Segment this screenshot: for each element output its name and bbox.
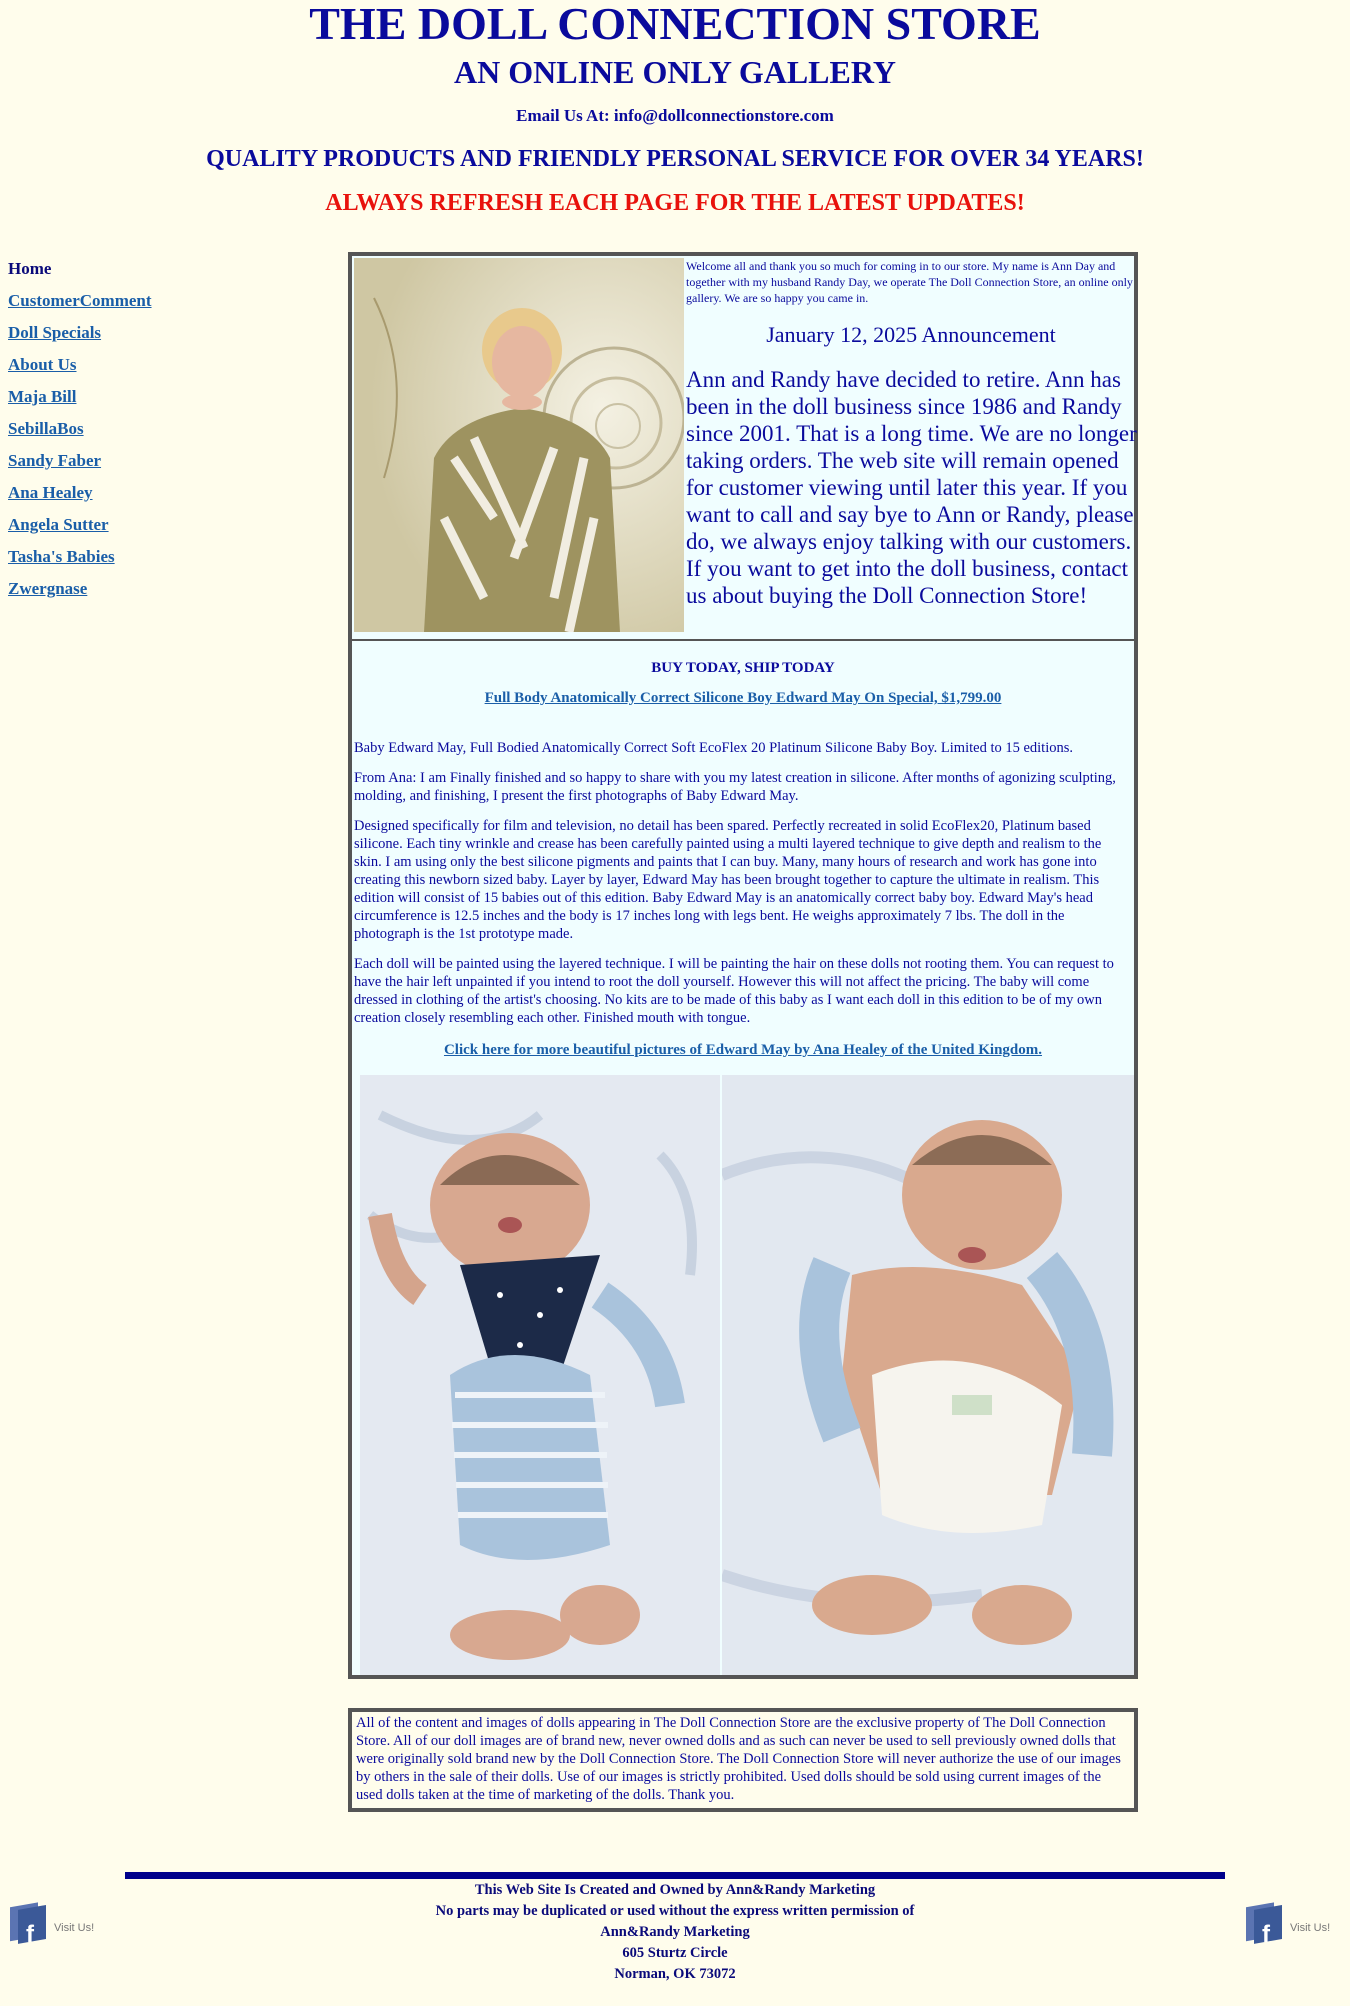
nav-customer-comment[interactable]: CustomerComment xyxy=(8,291,152,310)
facebook-visit-button-left[interactable] xyxy=(6,1898,106,1954)
nav-about-us[interactable]: About Us xyxy=(8,355,77,374)
footer-city: Norman, OK 73072 xyxy=(614,1966,736,1982)
visit-us-label: Visit Us! xyxy=(1290,1922,1331,1934)
nav-zwergnase[interactable]: Zwergnase xyxy=(8,579,88,598)
owner-photo xyxy=(354,258,684,632)
site-title: THE DOLL CONNECTION STORE xyxy=(309,0,1041,49)
footer-owner: This Web Site Is Created and Owned by Ann&Randy Marketing xyxy=(474,1882,876,1898)
nav-angela-sutter[interactable]: Angela Sutter xyxy=(8,515,109,534)
special-offer-link[interactable]: Full Body Anatomically Correct Silicone Boy Edward May On Special, $1,799.00 xyxy=(484,690,1002,706)
welcome-section xyxy=(352,256,1137,641)
baby-photo-bib[interactable] xyxy=(360,1075,720,1675)
announcement-body: Ann and Randy have decided to retire. Ann has been in the doll business since 1986 and Randy since 2001. That is a long time. We are no longer taking orders. The web site will remain opened for customer viewing until later this year. If you want to call and say bye to Ann or Randy, please do, we always enjoy talking with our customers. If you want to get into the doll business, contact us about buying the Doll Connection Store! xyxy=(686,367,1137,608)
footer-permission: No parts may be duplicated or used without the express written permission of xyxy=(435,1903,915,1919)
copyright-notice: All of the content and images of dolls appearing in The Doll Connection Store are the exclusive property of The Doll Connection Store. All of our doll images are of brand new, never owned dolls and as such can never be used to sell previously owned dolls that were originally sold brand new by the Doll Connection Store. The Doll Connection Store will never authorize the use of our images by others in the sale of their dolls. Use of our images is strictly prohibited. Used dolls should be sold using current images of the used dolls taken at the time of marketing of the dolls. Thank you. xyxy=(348,1708,1138,1812)
footer-company: Ann&Randy Marketing xyxy=(600,1924,750,1940)
nav-ana-healey[interactable]: Ana Healey xyxy=(8,483,93,502)
visit-us-label: Visit Us! xyxy=(54,1922,95,1934)
welcome-intro: Welcome all and thank you so much for coming in to our store. My name is Ann Day and together with my husband Randy Day, we operate The Doll Connection Store, an online only gallery. We are so happy you came in. xyxy=(686,259,1133,305)
facebook-icon xyxy=(1242,1898,1290,1954)
footer-street: 605 Sturtz Circle xyxy=(622,1945,728,1961)
footer-divider xyxy=(125,1872,1225,1879)
painting-details: Each doll will be painted using the layered technique. I will be painting the hair on these dolls not rooting them. You can request to have the hair left unpainted if you intend to root the doll yourself. However this will not affect the pricing. The baby will come dressed in clothing of the artist's choosing. No kits are to be made of this baby as I want each doll in this edition to be of my own creation closely resembling each other. Finished mouth with tongue. xyxy=(354,956,1114,1026)
sidebar-nav xyxy=(8,258,308,610)
svg-text:f: f xyxy=(26,1921,34,1948)
artist-intro: From Ana: I am Finally finished and so happy to share with you my latest creation in silicone. After months of agonizing sculpting, molding, and finishing, I present the first photographs of Baby Edward May. xyxy=(354,770,1116,804)
main-content-panel xyxy=(348,252,1138,1679)
svg-text:f: f xyxy=(1262,1921,1270,1948)
product-details: Designed specifically for film and television, no detail has been spared. Perfectly recreated in solid EcoFlex20, Platinum based silicone. Each tiny wrinkle and crease has been carefully painted using a multi layered technique to give depth and realism to the skin. I am using only the best silicone pigments and paints that I can buy. Many, many hours of research and work has gone into creating this newborn sized baby. Layer by layer, Edward May has been brought together to capture the ultimate in realism. This edition will consist of 15 babies out of this edition. Baby Edward May is an anatomically correct baby boy. Edward May's head circumference is 12.5 inches and the body is 17 inches long with legs bent. He weighs approximately 7 lbs. The doll in the photograph is the 1st prototype made. xyxy=(354,818,1102,942)
baby-photo-diaper[interactable] xyxy=(722,1075,1134,1675)
nav-sandy-faber[interactable]: Sandy Faber xyxy=(8,451,102,470)
nav-tashas-babies[interactable]: Tasha's Babies xyxy=(8,547,115,566)
buy-today-heading: BUY TODAY, SHIP TODAY xyxy=(651,660,835,676)
more-pictures-link[interactable]: Click here for more beautiful pictures of Edward May by Ana Healey of the United Kingdom. xyxy=(443,1042,1043,1058)
product-photos xyxy=(360,1075,1134,1675)
product-section xyxy=(352,641,1134,1675)
nav-sebillabos[interactable]: SebillaBos xyxy=(8,419,84,438)
nav-maja-bill[interactable]: Maja Bill xyxy=(8,387,77,406)
nav-home[interactable]: Home xyxy=(8,259,52,278)
announcement-title: January 12, 2025 Announcement xyxy=(766,322,1056,347)
product-summary: Baby Edward May, Full Bodied Anatomically Correct Soft EcoFlex 20 Platinum Silicone Baby Boy. Limited to 15 editions. xyxy=(354,740,1074,756)
refresh-notice: ALWAYS REFRESH EACH PAGE FOR THE LATEST UPDATES! xyxy=(325,190,1025,216)
site-subtitle: AN ONLINE ONLY GALLERY xyxy=(454,54,896,90)
site-footer xyxy=(0,1880,1350,1985)
quality-slogan: QUALITY PRODUCTS AND FRIENDLY PERSONAL SERVICE FOR OVER 34 YEARS! xyxy=(206,146,1144,172)
facebook-visit-button-right[interactable] xyxy=(1242,1898,1342,1954)
contact-email: Email Us At: info@dollconnectionstore.com xyxy=(516,106,834,125)
nav-doll-specials[interactable]: Doll Specials xyxy=(8,323,102,342)
facebook-icon xyxy=(6,1898,54,1954)
